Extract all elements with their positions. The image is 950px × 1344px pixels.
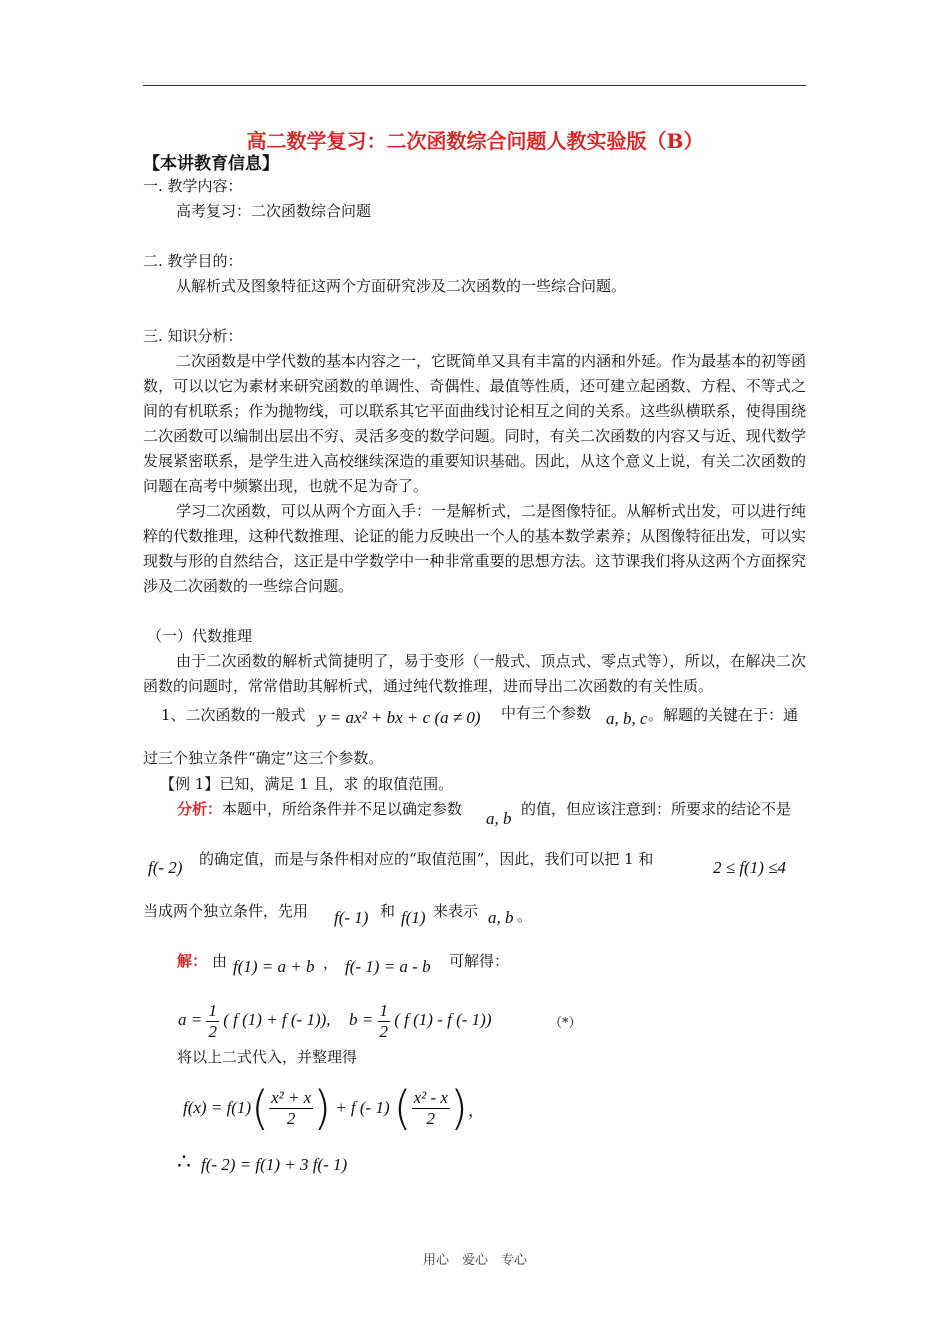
- fraction-denominator: 2: [379, 1021, 389, 1041]
- solution-eq-1: f(1) = a + b: [233, 957, 315, 976]
- one-half-fraction-b: [378, 1001, 391, 1042]
- fraction-2-denominator: 2: [426, 1108, 435, 1128]
- item1-text-d: 过三个独立条件“确定”这三个参数。: [143, 749, 384, 767]
- example-label: 【例 1】: [160, 775, 220, 793]
- example-text: 已知，满足 1 且，求 的取值范围。: [219, 775, 454, 793]
- fraction-2: [412, 1088, 450, 1129]
- item1-text-b: 中有三个参数: [501, 704, 592, 722]
- s3-paragraph-1: 二次函数是中学代数的基本内容之一，它既简单又具有丰富的内涵和外延。作为最基本的初等函数，可以以它为素材来研究函数的单调性、奇偶性、最值等性质，还可建立起函数、方程、不等式之间的有机联系；作为抛物线，可以联系其它平面曲线讨论相互之间的关系。这些纵横联系，使得围绕二次函数可以编制出层出不穷、灵活多变的数学问题。同时，有关二次函数的内容又与近、现代数学发展紧密联系，是学生进入高校继续深造的重要知识基础。因此，从这个意义上说，有关二次函数的问题在高考中频繁出现，也就不足为奇了。: [143, 352, 807, 495]
- solution-text-2: 可解得：: [449, 952, 510, 970]
- analysis-text-3: 的确定值，而是与条件相对应的“取值范围”，因此，我们可以把 1 和: [199, 850, 654, 868]
- fraction-2-numerator: x² - x: [413, 1087, 448, 1107]
- solution-a-eq: a =: [178, 1010, 203, 1029]
- fx-tail: ，: [467, 1100, 485, 1120]
- s1-label: 一. 教学内容：: [143, 177, 243, 195]
- solution-label: 解：: [177, 952, 208, 970]
- right-paren-2: ): [449, 1081, 468, 1135]
- analysis-f-1: f(1): [401, 908, 426, 927]
- analysis-text-4: 当成两个独立条件，先用: [143, 902, 309, 920]
- fx-formula: [183, 1083, 485, 1133]
- solution-text-3: 将以上二式代入，并整理得: [177, 1048, 358, 1066]
- therefore-symbol: ∴: [177, 1150, 191, 1175]
- analysis-params-2: a, b: [488, 908, 514, 927]
- left-paren-2: (: [393, 1081, 412, 1135]
- analysis-inequality: 2 ≤ f(1) ≤4: [713, 858, 786, 877]
- fraction-1-denominator: 2: [286, 1108, 296, 1128]
- item1-text-a: 1、二次函数的一般式: [161, 706, 306, 724]
- left-paren: (: [251, 1081, 270, 1135]
- analysis-line-1: [177, 797, 462, 822]
- fx-left: f(x) = f(1): [183, 1098, 252, 1117]
- solution-text-1: 由: [212, 952, 228, 970]
- s3-label: 三. 知识分析：: [143, 327, 243, 345]
- solution-eq-2: f(- 1) = a - b: [345, 957, 431, 976]
- solution-b-rest: ( f (1) - f (- 1)): [394, 1010, 492, 1029]
- page-footer: 用心 爱心 专心: [422, 1253, 527, 1268]
- page-title: 高二数学复习：二次函数综合问题人教实验版（B）: [246, 129, 704, 153]
- fraction-numerator: 1: [379, 1000, 389, 1020]
- s1-body: 高考复习：二次函数综合问题: [176, 202, 372, 220]
- s3-paragraph-2: 学习二次函数，可以从两个方面入手：一是解析式，二是图像特征。从解析式出发，可以进行纯粹的代数推理，这种代数推理、论证的能力反映出一个人的基本数学素养；从图像特征出发，可以实现数与形的自然结合，这正是中学数学中一种非常重要的思想方法。这节课我们将从这两个方面探究涉及二次函数的一些综合问题。: [143, 502, 807, 595]
- fx-plus: + f (- 1): [335, 1098, 390, 1117]
- s2-label: 二. 教学目的：: [143, 252, 243, 270]
- header-rule: [143, 85, 806, 86]
- item1-formula: y = ax² + bx + c (a ≠ 0): [318, 708, 481, 727]
- analysis-text-6: 来表示: [433, 902, 479, 920]
- fraction-1: [269, 1088, 313, 1129]
- final-equation: f(- 2) = f(1) + 3 f(- 1): [201, 1155, 348, 1174]
- analysis-f-minus-1: f(- 1): [334, 908, 369, 927]
- example-1: [160, 772, 453, 797]
- fraction-denominator: 2: [208, 1021, 217, 1041]
- analysis-text-7: 。: [517, 907, 533, 925]
- solution-a-rest: ( f (1) + f (- 1)),: [223, 1010, 331, 1029]
- fraction-numerator: 1: [208, 1000, 217, 1020]
- fraction-1-numerator: x² + x: [271, 1087, 312, 1107]
- section-heading: 【本讲教育信息】: [143, 154, 279, 174]
- analysis-text-5: 和: [380, 902, 396, 920]
- analysis-label: 分析：: [177, 800, 223, 818]
- analysis-f-minus-2: f(- 2): [148, 858, 183, 877]
- solution-ab-formula: [178, 998, 492, 1042]
- item1-params: a, b, c: [606, 709, 648, 728]
- solution-b-eq: b =: [349, 1010, 374, 1029]
- analysis-text-1: 本题中，所给条件并不足以确定参数: [222, 800, 463, 818]
- analysis-text-2: 的值，但应该注意到：所要求的结论不是: [521, 800, 792, 818]
- analysis-params: a, b: [486, 809, 512, 828]
- right-paren: ): [313, 1081, 332, 1135]
- part1-label: （一）代数推理: [147, 627, 253, 645]
- s2-body: 从解析式及图象特征这两个方面研究涉及二次函数的一些综合问题。: [176, 277, 627, 295]
- item1-text-c: 。解题的关键在于：通: [648, 706, 799, 724]
- part1-paragraph: 由于二次函数的解析式简捷明了，易于变形（一般式、顶点式、零点式等），所以，在解决二次函数的问题时，常常借助其解析式，通过纯代数推理，进而导出二次函数的有关性质。: [143, 652, 806, 695]
- star-marker: （*）: [549, 1016, 582, 1031]
- one-half-fraction-a: [206, 1001, 219, 1042]
- solution-comma: ，: [323, 954, 339, 972]
